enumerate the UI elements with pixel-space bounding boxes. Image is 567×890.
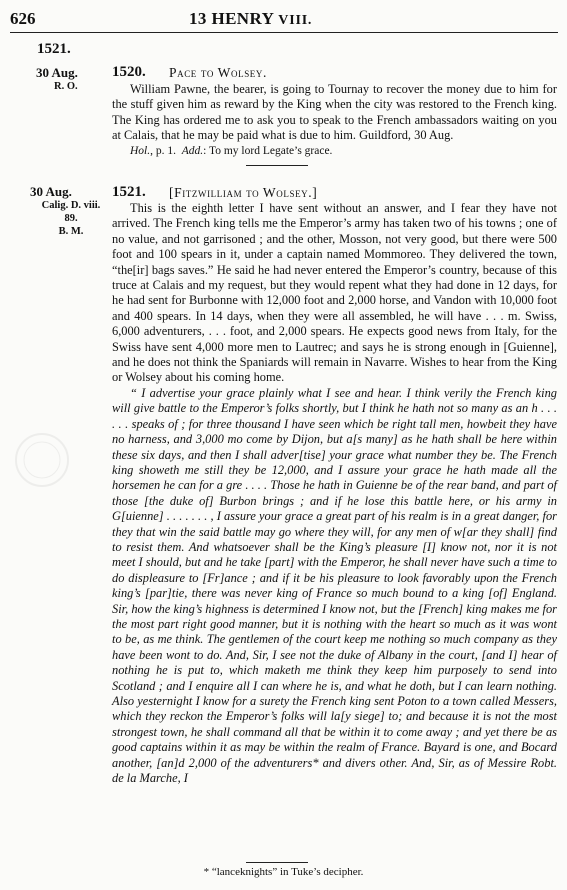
- entry-1520-source: R. O.: [54, 81, 78, 92]
- address-value: : To my lord Legate’s grace.: [203, 144, 333, 157]
- running-head-regnal: VIII.: [278, 13, 313, 28]
- entry-separator: [246, 165, 308, 166]
- page-number: 626: [10, 9, 36, 28]
- library-stamp-watermark: [12, 420, 72, 500]
- entry-1521-source-1: Calig. D. viii.: [41, 200, 101, 211]
- entry-1521-summary: This is the eighth letter I have sent without an answer, and I fear they have not arrived. The French king tells me the Emperor’s army has taken two of his towns ; one of no value, and not garrisoned ; and the other, Mosson, not very good, but there were 500 foot and 100 spears in it, under a captain named Mommoreo. They delivered the town, “the[ir] bags saves.” He said he had never entered the Emperor’s country, because of this truce at Calais and my request, but they would repent what they had done in 12 days, for he had sent for Burbonne with 12,000 foot and 2,000 horse, and Vandon with 10,000 foot and 400 spears. In 14 days, when they were all assembled, he will have . . . m. Swiss, 6,000 adventurers, . . . foot, and 2,000 spears. He expects good news from Italy, for the Swiss have sent 4,000 more men to Lautrec; and says he is strong enough in [Guienne], and he does not think the Spaniards will remain in Navarre. Wishes to hear from the King or Wolsey about his coming home.: [112, 201, 557, 385]
- entry-1521-title: [Fitzwilliam to Wolsey.]: [169, 185, 318, 200]
- footnote: * “lanceknights” in Tuke’s decipher.: [203, 866, 364, 878]
- description-label: Hol.: [130, 144, 151, 157]
- footnote-rule: [246, 862, 308, 863]
- entry-1520-margin: [36, 66, 106, 93]
- entry-1520-title: Pace to Wolsey.: [169, 65, 267, 80]
- entry-1521-quotation: “ I advertise your grace plainly what I see and hear. I think verily the French king will give battle to the Emperor’s folks shortly, but I think he hath not so many as an h . . . . . . speaks of ; for three thousand I have seen which be right tall men, howbeit they have no harness, and 3,000 mo come by Dijon, but a[s many] as he hath shall be here within these six days, and then I shall adver[tise] your grace what number they be. The French king showeth me still they be 12,000, and I assure your grace he hath made all the horsemen he can for a gre . . . . Those he hath in Guienne be of the rear band, and part of those [the duke of] Burbon brings ; and if he lose this battle here, or his army in G[uienne] . . . . . . . , I assure your grace a great part of his realm is in a great danger, for they that win the said battle may go where they will, for any men of w[ar they shall] find to resist them. And whatsoever shall be the King’s pleasure [I] know not, nor it is not meet I should, but and he take [part] with the Emperor, he shall never have such a time to do displeasure to [Fr]ance ; and if it be his pleasure to look favorably upon the French king’s [par]tie, there was never king of France so much bound to a king [of] England. Sir, how the king’s highness is determined I know not, but the [French] king makes me for the most part right good manner, but it is nothing with the heart so much as it was wont to be, as me think. The gentlemen of the court keep me nothing so much company as they have been wont to do. And, Sir, I see not the duke of Albany in the court, [and I] hear of nothing he is put to, which maketh me think they keep him purposely to send into Scotland ; and I enquire all I can where he is, and what he doth, but I can learn nothing. Also yesternight I know for a surety the French king sent Poton to a town called Messers, which they reckon the Emperor’s folks will la[y siege] to; and because it is not the most strongest town, he shall command all that be within it to come away ; and yet there be as good captains within it as may be within the realm of France. Bayard is one, and Bocard another, [an]d 2,000 of the adventurers* and divers other. And, Sir, as of Messire Robt. de la Marche, I: [112, 385, 557, 786]
- running-head-title: 13 HENRY: [189, 9, 274, 28]
- header-rule: [10, 32, 558, 33]
- entry-1520-description: [112, 144, 557, 159]
- entry-1520-text: William Pawne, the bearer, is going to Tournay to recover the money due to him for the stuff given him as reward by the King when the city was restored to the French king. The King has ordered me to ask you to speak to the French ambassadors waiting on you at Calais, that he may be paid what is due to him. Guildford, 30 Aug.: [112, 82, 557, 143]
- entry-1521-source-2: 89.: [64, 213, 78, 224]
- description-value: , p. 1.: [150, 144, 176, 157]
- entry-1520-date: 30 Aug.: [36, 65, 78, 80]
- entry-1521-body: [112, 201, 557, 786]
- entry-1521-source-3: B. M.: [58, 226, 84, 237]
- year-heading: 1521.: [37, 41, 71, 57]
- entry-1521-number: 1521.: [112, 184, 146, 200]
- running-head: [189, 9, 312, 29]
- entry-1521-date: 30 Aug.: [30, 184, 72, 199]
- entry-1521-margin: [30, 185, 112, 238]
- entry-1520-number: 1520.: [112, 64, 146, 80]
- address-label: Add.: [181, 144, 204, 157]
- entry-1520-body: [112, 82, 557, 159]
